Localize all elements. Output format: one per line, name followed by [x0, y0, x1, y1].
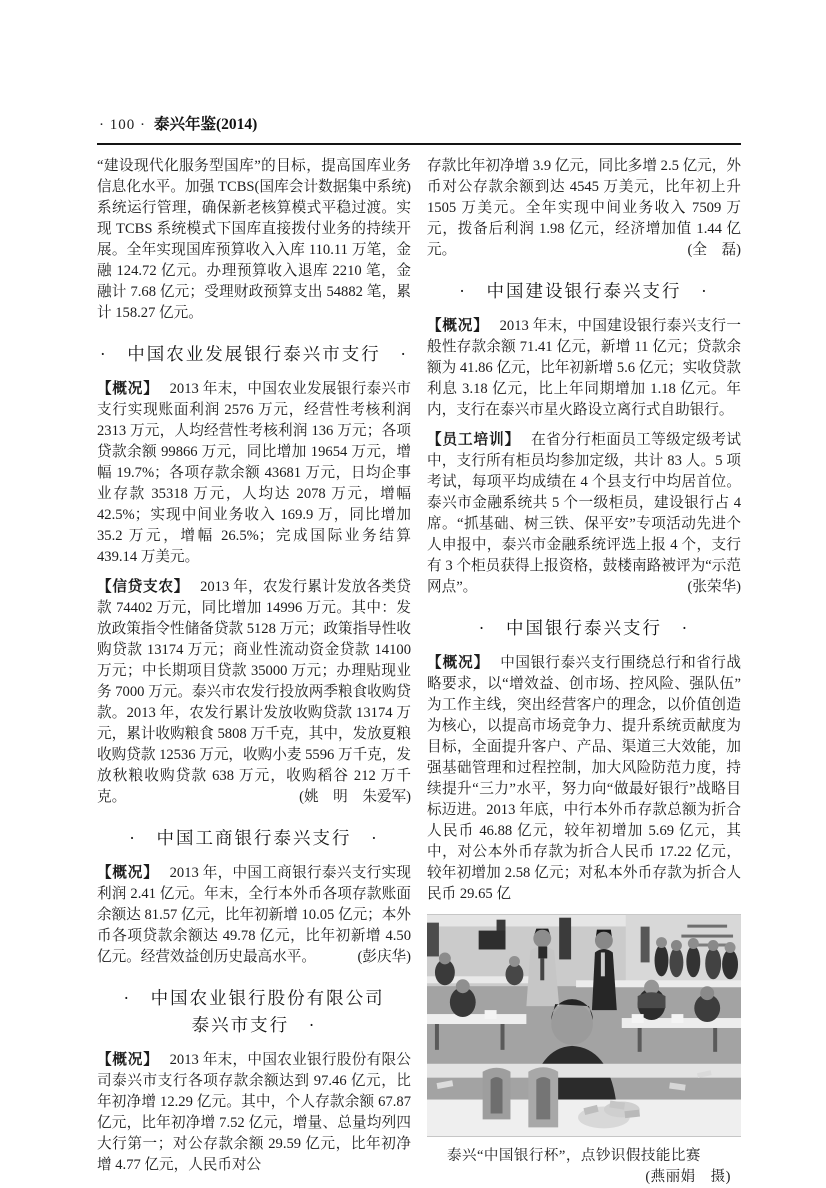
section-heading-abc-line2: 泰兴市支行 ·: [191, 1015, 317, 1035]
two-column-layout: [97, 156, 741, 1188]
author-signature: (全 磊): [681, 240, 741, 261]
entry-text: 在省分行柜面员工等级定级考试中，支行所有柜员均参加定级，共计 83 人。5 项考试，每项平均成绩在 4 个县支行中均居首位。泰兴市金融系统共 5 个一级柜员，建设银行占 4 席。“抓基础、树三铁、保平安”专项活动先进个人申报中，泰兴市金融系统评选上报 4 个，支行有 3 个柜员获得上报资格，鼓楼南路被评为“示范网点”。: [427, 432, 741, 595]
entry-text: 中国银行泰兴支行围绕总行和省行战略要求，以“增效益、创市场、控风险、强队伍”为工作主线，突出经营客户的理念，以价值创造为核心，以提高市场竞争力、提升系统贡献度为目标，全面提升客户、产品、渠道三大效能，加强基础管理和过程控制，加大风险防范力度，持续提升“三力”水平，努力向“做最好银行”战略目标迈进。2013 年底，中行本外币存款总额为折合人民币 46.88 亿元，较年初增加 5.69 亿元，其中，对公本外币存款为折合人民币 17.22 亿元，较年初增加 2.58 亿元；对私本外币存款为折合人民币 29.65 亿: [427, 655, 741, 902]
page-header: [97, 112, 741, 145]
entry-text: 2013 年末，中国建设银行泰兴支行一般性存款余额 71.41 亿元，新增 11 亿元；贷款余额为 41.86 亿元，比年初新增 5.6 亿元；实收贷款利息 3.18 亿元，比上年同期增加 1.18 亿元。年内，支行在泰兴市星火路设立离行式自助银行。: [427, 318, 741, 418]
agdb-overview-paragraph: [97, 379, 411, 568]
left-column: [97, 156, 411, 1188]
entry-label-overview: 【概况】: [97, 865, 159, 881]
photo-caption: 泰兴“中国银行杯”，点钞识假技能比赛: [447, 1148, 701, 1164]
competition-photo: [427, 914, 741, 1137]
author-signature: (张荣华): [681, 577, 741, 598]
entry-text: 2013 年，中国工商银行泰兴支行实现利润 2.41 亿元。年末，全行本外币各项存款账面余额达 81.57 亿元，比年初新增 10.05 亿元；本外币各项贷款余额达 49.78 亿元，比年初新增 4.50 亿元。经营效益创历史最高水平。: [97, 865, 411, 965]
right-column: [427, 156, 741, 1188]
continuation-paragraph: [427, 156, 741, 261]
money-counting-photo-illustration: [427, 914, 741, 1137]
boc-overview-paragraph: [427, 653, 741, 905]
entry-text: 2013 年，农发行累计发放各类贷款 74402 万元，同比增加 14996 万元。其中：发放政策指令性储备贷款 5128 万元；政策指导性收购贷款 13174 万元；商业性流动资金贷款 14100 万元；中长期项目贷款 35000 万元；办理贴现业务 7000 万元。泰兴市农发行投放两季粮食收购贷款。2013 年，农发行累计发放收购贷款 13174 万元，累计收购粮食 5808 万千克，其中，发放夏粮收购贷款 12536 万元，收购小麦 5596 万千克，发放秋粮收购贷款 638 万元，收购稻谷 212 万千克。: [97, 579, 411, 805]
section-heading-icbc: · 中国工商银行泰兴支行 ·: [129, 828, 379, 848]
section-heading-agdb: · 中国农业发展银行泰兴市支行 ·: [99, 344, 409, 364]
section-heading-ccb: · 中国建设银行泰兴支行 ·: [459, 281, 709, 301]
entry-text: 存款比年初净增 3.9 亿元，同比多增 2.5 亿元，外币对公存款余额到达 4545 万美元，比年初上升 1505 万美元。全年实现中间业务收入 7509 万元，拨备后利润 1.98 亿元，经济增加值 1.44 亿元。: [427, 158, 741, 258]
section-heading-boc: · 中国银行泰兴支行 ·: [478, 618, 690, 638]
entry-label-overview: 【概况】: [427, 655, 490, 671]
entry-text: 2013 年末，中国农业发展银行泰兴市支行实现账面利润 2576 万元，经营性考核利润 2313 万元，人均经营性考核利润 136 万元；各项贷款余额 99866 万元，同比增加 19654 万元，增幅 19.7%；各项存款余额 43681 万元，日均企事业存款 35318 万元，人均达 2078 万元，增幅 42.5%；实现中间业务收入 169.9 万，同比增加 35.2 万元，增幅 26.5%；完成国际业务结算 439.14 万美元。: [97, 381, 411, 565]
entry-label-training: 【员工培训】: [427, 432, 521, 448]
author-signature: (彭庆华): [351, 947, 411, 968]
agdb-credit-paragraph: [97, 577, 411, 808]
icbc-overview-paragraph: [97, 863, 411, 968]
page-number: · 100 ·: [99, 117, 146, 133]
entry-text: 2013 年末，中国农业银行股份有限公司泰兴市支行各项存款余额达到 97.46 亿元，比年初净增 12.29 亿元。其中，个人存款余额 67.87 亿元，比年初净增 7.52 亿元，增量、总量均列四大行第一；对公存款余额 29.59 亿元，比年初净增 4.77 亿元，人民币对公: [97, 1052, 411, 1173]
book-title: 泰兴年鉴(2014): [154, 116, 258, 133]
entry-label-overview: 【概况】: [97, 381, 159, 397]
photo-credit: (燕丽娟 摄): [645, 1169, 731, 1185]
abc-overview-paragraph: [97, 1050, 411, 1176]
ccb-overview-paragraph: [427, 316, 741, 421]
entry-label-credit-support: 【信贷支农】: [97, 579, 190, 595]
page-content: [97, 112, 741, 1188]
author-signature: (姚 明 朱爱军): [293, 787, 411, 808]
entry-label-overview: 【概况】: [427, 318, 489, 334]
section-heading-abc-line1: · 中国农业银行股份有限公司: [123, 988, 385, 1008]
intro-paragraph: “建设现代化服务型国库”的目标，提高国库业务信息化水平。加强 TCBS(国库会计数据集中系统)系统运行管理，确保新老核算模式平稳过渡。实现 TCBS 系统模式下国库直接拨付业务的持续开展。全年实现国库预算收入入库 110.11 万笔，金融 124.72 亿元。办理预算收入退库 2210 笔，金融计 7.68 亿元；受理财政预算支出 54882 笔，累计 158.27 亿元。: [97, 158, 411, 321]
entry-label-overview: 【概况】: [97, 1052, 159, 1068]
ccb-training-paragraph: [427, 430, 741, 598]
